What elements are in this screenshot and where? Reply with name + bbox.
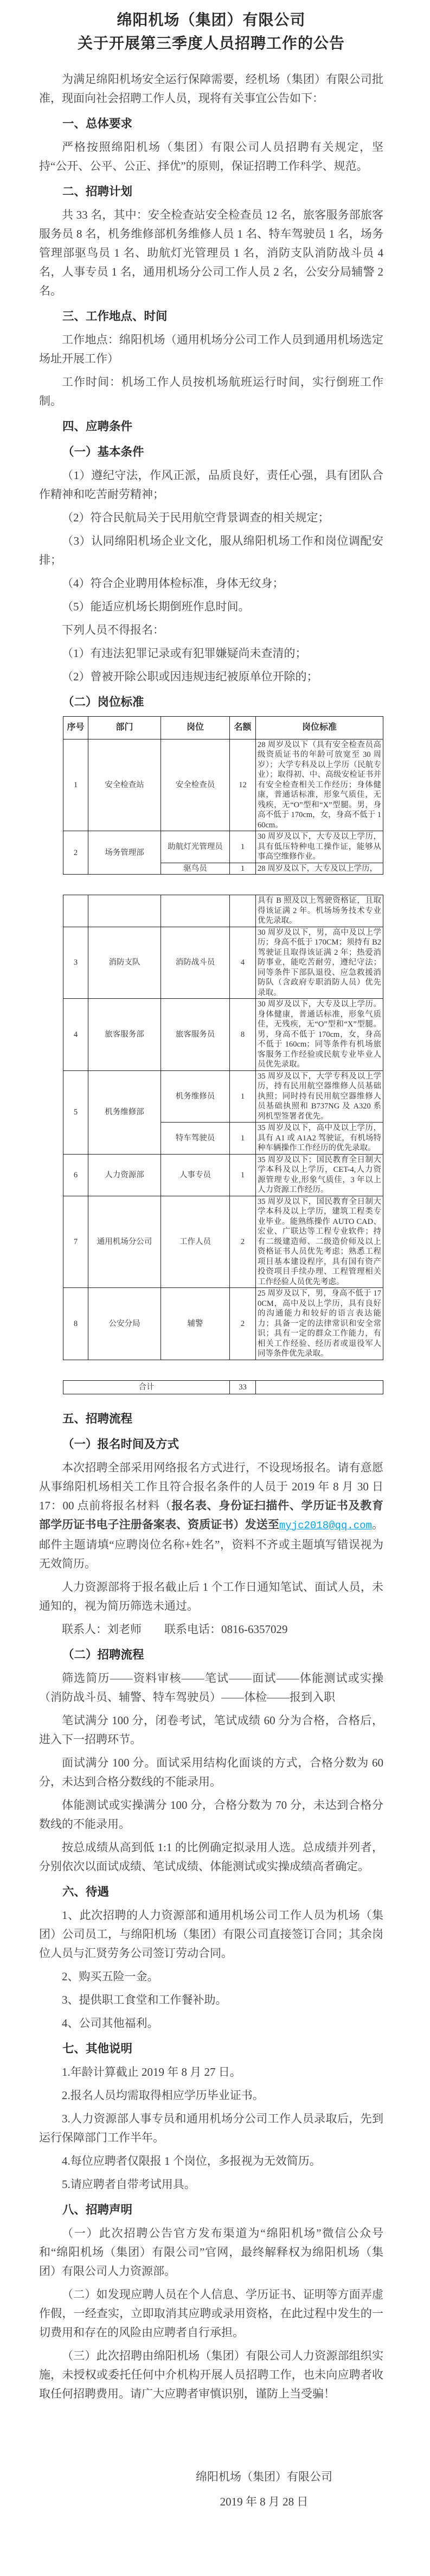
process-subheading: （二）招聘流程	[62, 1648, 144, 1661]
header-cell-post: 岗位	[161, 716, 230, 739]
cell-standard: 35 周岁及以下，大学专科及以上学历，持有民用航空器维修人员基础执照；同时持有民用航空器维修人员基础执照和 B737NG 及 A320 系列机型签署者优先。	[256, 1070, 383, 1123]
cell-quota: 2	[230, 1288, 256, 1360]
table-row	[63, 1070, 383, 1123]
process-flow-line: 筛选简历——资料审核——笔试——面试——体能测试或实操（消防战斗员、辅警、特车驾驶员）——体检——报到入职	[39, 1671, 383, 1704]
cell-quota: 1	[230, 1070, 256, 1123]
note-item: 1.年龄计算截止 2019 年 8 月 27 日。	[62, 2065, 241, 2078]
apply-text-post: 。邮件主题请填“应聘岗位名称+姓名”，资料不齐或主题填写错误视为无效简历。	[39, 1517, 384, 1570]
cell-no	[63, 895, 88, 927]
forbidden-intro: 下列人员不得报名：	[62, 623, 164, 636]
cell-post: 辅警	[161, 1288, 230, 1360]
post-standards-subheading: （二）岗位标准	[62, 695, 144, 709]
basic-condition-item: （2）符合民航局关于民用航空背景调查的相关规定；	[62, 511, 330, 524]
page-title-line1: 绵阳机场（集团）有限公司	[117, 12, 306, 29]
table-row	[63, 927, 383, 999]
table-page-break-gap	[39, 875, 383, 891]
page-title-line2: 关于开展第三季度人员招聘工作的公告	[77, 35, 345, 53]
note-item: 4.每位应聘者仅限报 1 个岗位，多报视为无效简历。	[62, 2154, 321, 2167]
cell-no: 4	[63, 999, 88, 1071]
cell-quota: 1	[230, 831, 256, 863]
cell-quota: 8	[230, 999, 256, 1071]
cell-standard: 35 周岁及以下，国民教育全日制大学本科及以上学历，建筑工程类专业毕业。能熟练操作 AUTO CAD、宏业、广联达等工程专业软件；持有二级建造师、二级造价师及以上资格证书人员优先考虑；熟悉工程项目基本建设程序，具有国有资产投资项目手续办理、工程管理相关工作经验人员优先考虑。	[256, 1196, 383, 1288]
total-label-cell: 合计	[63, 1380, 230, 1394]
interview-paragraph: 面试满分 100 分。面试采用结构化面谈的方式，合格分数为 60 分，未达到合格分数线的不能录用。	[39, 1756, 383, 1788]
cell-post: 旅客服务员	[161, 999, 230, 1071]
cell-dept: 通用机场分公司	[88, 1196, 161, 1288]
cell-standard: 30 周岁及以下，男，高中及以上学历；身高不低于 170CM；须持有 B2 驾驶证且取得该证满 2 年；热爱消防事业，能吃苦耐劳，遵纪守法；同等条件下部队退役、应急救援消防队（含政府专职消防人员）优先录取。	[256, 927, 383, 999]
table-row	[63, 999, 383, 1071]
cell-dept: 旅客服务部	[88, 999, 161, 1071]
cell-post	[161, 895, 230, 927]
section-3-heading: 三、工作地点、时间	[62, 309, 168, 323]
section-7-heading: 七、其他说明	[62, 2042, 133, 2055]
cell-standard: 35 周岁及以下，高中及以上学历，具有 A1 或 A1A2 驾驶证，有机场特种车辆操作工作经历的优先录取。	[256, 1123, 383, 1155]
table-row	[63, 831, 383, 863]
page-title	[39, 9, 383, 56]
table-row	[63, 895, 383, 927]
header-cell-no: 序号	[63, 716, 88, 739]
benefit-item: 4、公司其他福利。	[62, 2016, 159, 2030]
cell-dept: 场务管理部	[88, 831, 161, 875]
cell-no: 1	[63, 739, 88, 831]
table-page-break-gap	[39, 1360, 383, 1377]
total-row	[63, 1380, 383, 1394]
apply-text-pre: 本次招聘全部采用网络报名方式进行，不设现场报名。请有意愿从事绵阳机场相关工作且符合报名条件的人员于 2019 年 8 月 30 日 17：00 点前将报名材料（	[39, 1461, 383, 1512]
section-1-heading: 一、总体要求	[62, 117, 133, 130]
cell-standard-continuation: 具有 B 照及以上驾驶资格证，且取得该证满 2 年。机场场务技术专业优先录取。	[256, 895, 383, 927]
table-row	[63, 1196, 383, 1288]
basic-condition-item: （5）能适应机场长期倒班作息时间。	[62, 600, 250, 613]
notify-paragraph: 人力资源部将于报名截止后 1 个工作日通知笔试、面试人员，未通知的，视为简历筛选未通过。	[39, 1580, 383, 1612]
apply-paragraph	[39, 1458, 383, 1573]
basic-condition-item: （3）认同绵阳机场企业文化，服从绵阳机场工作和岗位调配安排；	[39, 534, 383, 566]
cell-post: 驱鸟员	[161, 863, 230, 875]
cell-post: 安全检查员	[161, 739, 230, 831]
cell-quota: 1	[230, 1154, 256, 1196]
note-item: 5.请应聘者自带考试用具。	[62, 2177, 196, 2191]
contact-line: 联系人：刘老师 联系电话：0816-6357029	[62, 1622, 288, 1636]
header-cell-dept: 部门	[88, 716, 161, 739]
cell-dept: 安全检查站	[88, 739, 161, 831]
positions-table-part2	[63, 895, 383, 1360]
section-2-paragraph: 共 33 名，其中：安全检查站安全检查员 12 名，旅客服务部旅客服务员 8 名，机务维修部机务维修人员 1 名、特车驾驶员 1 名，场务管理部驱鸟员 1 名、助航灯光管理员 1 名，消防支队消防战斗员 4 名，人事专员 1 名，通用机场分公司工作人员 2 名，公安分局辅警 2 名。	[39, 208, 383, 297]
cell-no: 6	[63, 1154, 88, 1196]
statement-item: （一）此次招聘公告官方发布渠道为“绵阳机场”微信公众号和“绵阳机场（集团）有限公司”官网，最终解释权为绵阳机场（集团）有限公司人力资源部。	[39, 2226, 383, 2278]
forbidden-item: （2）曾被开除公职或因违规违纪被原单位开除的；	[62, 669, 318, 683]
physical-test-paragraph: 体能测试或实操满分 100 分，合格分数为 70 分，未达到合格分数线的不能录用。	[39, 1798, 383, 1831]
note-item: 2.报名人员均需取得相应学历毕业证书。	[62, 2088, 264, 2102]
cell-standard: 35 周岁及以下；国民教育全日制大学本科及以上学历，CET-4,人力资源管理专业,形象气质佳，3 年以上人力资源工作经历。	[256, 1154, 383, 1196]
cell-post: 消防战斗员	[161, 927, 230, 999]
email-link[interactable]: myjc2018@qq.com	[279, 1519, 372, 1532]
cell-quota: 1	[230, 863, 256, 875]
table-row	[63, 1288, 383, 1360]
positions-table-total	[63, 1380, 383, 1394]
work-time-paragraph: 工作时间：机场工作人员按机场航班运行时间，实行倒班工作制。	[39, 375, 383, 407]
cell-quota: 4	[230, 927, 256, 999]
basic-condition-item: （1）遵纪守法，作风正派，品质良好，责任心强，具有团队合作精神和吃苦耐劳精神；	[39, 468, 383, 501]
section-1-paragraph: 严格按照绵阳机场（集团）有限公司人员招聘有关规定，坚持“公开、公平、公正、择优”的原则，保证招聘工作科学、规范。	[39, 140, 383, 173]
cell-post: 助航灯光管理员	[161, 831, 230, 863]
cell-post: 人事专员	[161, 1154, 230, 1196]
cell-quota	[230, 895, 256, 927]
basic-conditions-subheading: （一）基本条件	[62, 445, 144, 458]
cell-quota: 1	[230, 1123, 256, 1155]
positions-table-part1	[63, 716, 383, 875]
signature-block	[177, 2464, 351, 2514]
table-header-row	[63, 716, 383, 739]
benefit-item: 3、提供职工食堂和工作餐补助。	[62, 1993, 227, 2006]
header-cell-standard: 岗位标准	[256, 716, 383, 739]
total-quota-cell: 33	[230, 1380, 256, 1394]
cell-standard: 30 周岁及以下，大专及以上学历。身体健康，普通话标准，形象气质佳，无残疾，无“O”型和“X”型腿。男，身高不低于 170cm，女，身高不低于 160cm；同等条件有机场旅客服务工作经验或民航专业毕业人员优先录取。	[256, 999, 383, 1071]
forbidden-item: （1）有违法犯罪记录或有犯罪嫌疑尚未查清的；	[62, 646, 307, 660]
work-location-paragraph: 工作地点：绵阳机场（通用机场分公司工作人员到通用机场选定场址开展工作）	[39, 333, 383, 365]
apply-materials-bold: 报名表、身份证扫描件、学历证书及教育部学历证书电子注册备案表、资质证书）发送至	[39, 1499, 384, 1531]
section-4-heading: 四、应聘条件	[62, 419, 133, 433]
signature-date: 2019 年 8 月 28 日	[220, 2495, 309, 2508]
note-item: 3.人力资源部人事专员和通用机场分公司工作人员录取后，先到运行保障部门工作半年。	[39, 2112, 383, 2144]
ranking-paragraph: 按总成绩从高到低 1:1 的比例确定拟录用人选。总成绩并列者，分别依次以面试成绩、笔试成绩、体能测试或实操成绩高者确定。	[39, 1840, 383, 1873]
cell-dept: 人力资源部	[88, 1154, 161, 1196]
cell-no: 8	[63, 1288, 88, 1360]
basic-condition-item: （4）符合企业聘用体检标准，身体无纹身；	[62, 576, 284, 590]
statement-item: （二）如发现应聘人员在个人信息、学历证书、证明等方面弄虚作假，一经查实，立即取消其应聘或录用资格，在此过程中发生的一切费用和存在的风险由应聘者自行承担。	[39, 2287, 383, 2339]
cell-no: 3	[63, 927, 88, 999]
section-2-heading: 二、招聘计划	[62, 184, 133, 198]
cell-dept	[88, 895, 161, 927]
table-row	[63, 739, 383, 831]
cell-standard: 28 周岁及以下，大专及以上学历，	[256, 863, 383, 875]
cell-post: 特车驾驶员	[161, 1123, 230, 1155]
header-cell-quota: 名额	[230, 716, 256, 739]
intro-paragraph: 为满足绵阳机场安全运行保障需要，经机场（集团）有限公司批准，现面向社会招聘工作人员，现将有关事宜公告如下：	[39, 72, 383, 105]
section-6-heading: 六、待遇	[62, 1885, 110, 1898]
cell-post: 工作人员	[161, 1196, 230, 1288]
cell-quota: 12	[230, 739, 256, 831]
written-test-paragraph: 笔试满分 100 分，闭卷考试，笔试成绩 60 分为合格，合格后，进入下一招聘环节。	[39, 1713, 383, 1746]
cell-standard: 25 周岁及以下，男，身高不低于 170CM，高中及以上学历，具有良好的沟通能力和较好的语言表达能力；具备一定的法律常识和安全常识；具有一定的群众工作能力，有相关工作经验、经历者或退役军人同等条件优先录取。	[256, 1288, 383, 1360]
cell-dept: 公安分局	[88, 1288, 161, 1360]
cell-no: 5	[63, 1070, 88, 1154]
cell-no: 7	[63, 1196, 88, 1288]
cell-standard: 30 周岁及以下，大专及以上学历，具有低压特种电工操作证，能够从事高空维修作业。	[256, 831, 383, 863]
table-row	[63, 1154, 383, 1196]
cell-dept: 机务维修部	[88, 1070, 161, 1154]
cell-post: 机务维修员	[161, 1070, 230, 1123]
statement-item: （三）此次招聘由绵阳机场（集团）有限公司人力资源部组织实施，未授权或委托任何中介机构开展人员招聘工作，也未向应聘者收取任何招聘费用。请广大应聘者审慎识别，谨防上当受骗！	[39, 2349, 383, 2400]
section-5-heading: 五、招聘流程	[62, 1412, 133, 1425]
signature-company: 绵阳机场（集团）有限公司	[196, 2470, 332, 2483]
benefit-item: 2、购买五险一金。	[62, 1969, 159, 1983]
cell-standard: 28 周岁及以下（具有安全检查员高级资质证书的年龄可放宽至 30 周岁）；大学专科及以上学历（民航专业）；取得初、中、高级安检证书并有安全检查相关工作经历；身体健康，普通话标准，形象气质佳，无残疾，无“O”型和“X”型腿。男，身高不低于 170cm，女，身高不低于 160cm。	[256, 739, 383, 831]
cell-dept: 消防支队	[88, 927, 161, 999]
total-standard-cell	[256, 1380, 383, 1394]
cell-no: 2	[63, 831, 88, 875]
section-8-heading: 八、招聘声明	[62, 2203, 133, 2216]
benefit-item: 1、此次招聘的人力资源部和通用机场公司工作人员为机场（集团）公司员工，与绵阳机场（集团）有限公司直接签订合同；其余岗位人员与汇贤劳务公司签订劳动合同。	[39, 1908, 383, 1960]
cell-quota: 2	[230, 1196, 256, 1288]
apply-time-subheading: （一）报名时间及方式	[62, 1437, 179, 1451]
